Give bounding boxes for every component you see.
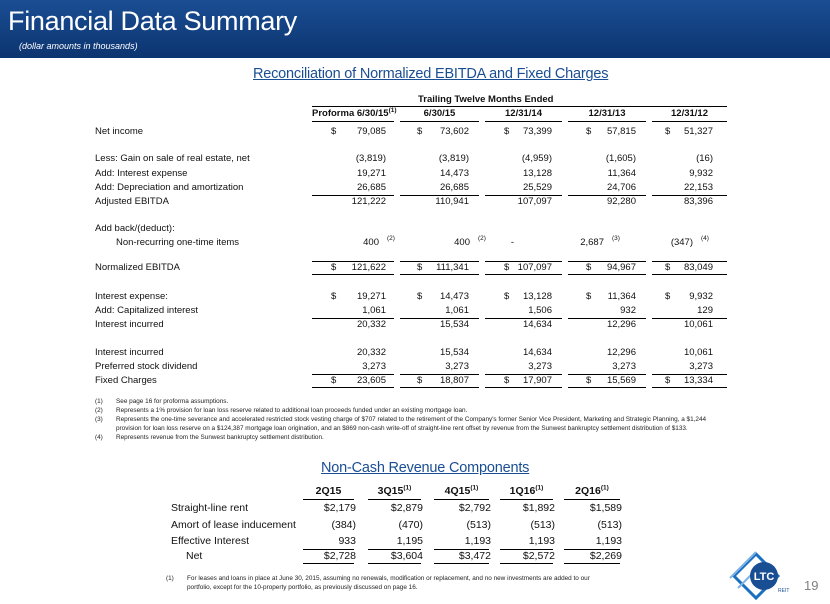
dollar-sign: $	[504, 375, 510, 386]
footnote-number: (4)	[95, 433, 103, 441]
value-cell: 22,153	[683, 182, 713, 193]
column-header-rule	[652, 121, 727, 122]
capitalized-interest-row-label: Add: Capitalized interest	[95, 305, 198, 316]
value-cell: 1,061	[362, 305, 386, 316]
value-cell: 10,061	[683, 319, 713, 330]
value-cell: (4,959)	[521, 153, 552, 164]
value-cell: 14,473	[439, 168, 469, 179]
value-cell: 79,085	[356, 126, 386, 137]
column-header	[652, 108, 727, 120]
noncash-value: (470)	[398, 519, 423, 531]
column-header	[400, 108, 479, 120]
fixed-charges-row-label: Fixed Charges	[95, 375, 157, 386]
dollar-sign: $	[331, 262, 337, 273]
page-subtitle: (dollar amounts in thousands)	[19, 41, 138, 51]
noncash-value: $2,179	[323, 502, 356, 514]
nonrecurring-value-text: 2,687	[580, 237, 604, 248]
ltc-logo	[728, 548, 788, 600]
noncash-column-header	[366, 485, 423, 498]
interest-incurred-2-row-label: Interest incurred	[95, 347, 164, 358]
value-cell: 3,273	[362, 361, 386, 372]
value-cell: 83,049	[683, 262, 713, 273]
footnote-text: provision for loan loss reserve on a $124,387 mortgage loan origination, and an $869 non-cash write-off of straight-line rent offset by revenue from the Sunwest bankruptcy settlement distribution of $133.	[116, 424, 688, 432]
dollar-sign: $	[586, 375, 592, 386]
dollar-sign: $	[586, 262, 592, 273]
dollar-sign: $	[586, 126, 592, 137]
noncash-header-rule	[368, 499, 421, 500]
value-cell: 13,334	[683, 375, 713, 386]
dollar-sign: $	[331, 375, 337, 386]
noncash-column-header	[562, 485, 622, 498]
value-cell: 18,807	[439, 375, 469, 386]
value-cell: 10,061	[683, 347, 713, 358]
nonrecurring-value-text: 400	[454, 237, 470, 248]
dollar-sign: $	[417, 262, 423, 273]
column-header-rule	[568, 121, 646, 122]
noncash-total-rule	[500, 563, 553, 564]
noncash-value: 1,193	[464, 535, 491, 547]
noncash-title: Non-Cash Revenue Components	[321, 460, 530, 476]
value-cell: 9,932	[689, 291, 713, 302]
noncash-header-rule	[564, 499, 620, 500]
dollar-sign: $	[331, 291, 337, 302]
value-cell: 3,273	[612, 361, 636, 372]
nonrecurring-value	[544, 237, 604, 249]
column-header	[485, 108, 562, 120]
value-cell: 14,634	[522, 347, 552, 358]
noncash-sum-rule	[564, 549, 620, 550]
nonrecurring-value	[633, 237, 693, 249]
value-cell: 14,634	[522, 319, 552, 330]
value-cell: 26,685	[439, 182, 469, 193]
column-header-rule	[400, 121, 479, 122]
value-cell: 20,332	[356, 347, 386, 358]
noncash-column-header	[432, 485, 491, 498]
value-cell: 12,296	[606, 319, 636, 330]
value-cell: 9,932	[689, 168, 713, 179]
value-cell: 107,097	[517, 262, 552, 273]
noncash-value: (513)	[597, 519, 622, 531]
value-cell: 111,341	[436, 262, 469, 273]
dollar-sign: $	[417, 126, 423, 137]
sum-rule	[652, 318, 727, 319]
noncash-value: $2,572	[522, 550, 555, 562]
noncash-row-label: Net	[186, 550, 203, 562]
total-rule	[652, 387, 727, 388]
sum-rule	[568, 318, 646, 319]
noncash-footnote-text: For leases and loans in place at June 30, 2015, assuming no renewals, modification or replacement, and no new investments are added to our	[187, 575, 590, 582]
nonrecurring-label: Non-recurring one-time items	[116, 237, 240, 248]
footnote-text: Represents a 1% provision for loan loss reserve related to additional loan proceeds funded under an existing mortgage loan.	[116, 407, 468, 414]
value-cell: 57,815	[606, 126, 636, 137]
nonrecurring-note: (3)	[612, 235, 620, 242]
noncash-column-header	[498, 485, 555, 498]
value-cell: 11,364	[607, 168, 636, 179]
noncash-column-label: 2Q15	[315, 485, 342, 497]
preferred-dividend-row-label: Preferred stock dividend	[95, 361, 198, 372]
total-rule	[485, 387, 562, 388]
net-income-row-label: Net income	[95, 126, 144, 137]
value-cell: 932	[620, 305, 636, 316]
sum-rule	[652, 261, 727, 262]
noncash-value: 1,195	[396, 535, 423, 547]
dollar-sign: $	[665, 375, 671, 386]
value-cell: (3,819)	[355, 153, 386, 164]
column-header-label: 12/31/12	[671, 108, 708, 119]
value-cell: 3,273	[528, 361, 552, 372]
noncash-column-header	[301, 485, 356, 498]
dollar-sign: $	[417, 375, 423, 386]
column-header-label: Proforma 6/30/15	[312, 108, 389, 119]
noncash-column-label: 3Q15	[377, 485, 404, 497]
group-header-rule	[312, 106, 727, 107]
sum-rule	[400, 261, 479, 262]
noncash-value: $3,472	[458, 550, 491, 562]
interest-expense-2-row-label: Interest expense:	[95, 291, 168, 302]
value-cell: 17,907	[522, 375, 552, 386]
value-cell: 19,271	[356, 168, 386, 179]
group-header: Trailing Twelve Months Ended	[418, 94, 554, 105]
value-cell: 23,605	[356, 375, 386, 386]
noncash-value: (513)	[466, 519, 491, 531]
noncash-sum-rule	[368, 549, 421, 550]
column-header	[568, 108, 646, 120]
noncash-column-label: 2Q16	[575, 485, 601, 497]
footnote-number: (2)	[95, 407, 103, 414]
value-cell: 83,396	[683, 196, 713, 207]
sum-rule	[485, 195, 562, 196]
value-cell: 15,534	[439, 347, 469, 358]
sum-rule	[485, 374, 562, 375]
sum-rule	[568, 374, 646, 375]
noncash-column-note: (1)	[600, 484, 609, 492]
interest-incurred-row-label: Interest incurred	[95, 319, 164, 330]
total-rule	[568, 387, 646, 388]
logo-text: LTC	[753, 571, 775, 583]
footnote-text: Represents revenue from the Sunwest bankruptcy settlement distribution.	[116, 433, 324, 441]
dollar-sign: $	[504, 262, 510, 273]
noncash-sum-rule	[434, 549, 489, 550]
total-rule	[568, 274, 646, 275]
nonrecurring-value-text: (347)	[670, 237, 693, 248]
total-rule	[312, 387, 394, 388]
noncash-sum-rule	[303, 549, 354, 550]
value-cell: 110,941	[435, 196, 469, 207]
logo-subtext: REIT	[778, 588, 790, 594]
nonrecurring-note: (2)	[478, 235, 486, 242]
value-cell: 24,706	[606, 182, 636, 193]
normalized-ebitda-row-label: Normalized EBITDA	[95, 262, 180, 273]
column-header-rule	[485, 121, 562, 122]
recon-title: Reconciliation of Normalized EBITDA and Fixed Charges	[253, 66, 609, 82]
value-cell: 121,222	[351, 196, 386, 207]
dollar-sign: $	[665, 126, 671, 137]
value-cell: 3,273	[445, 361, 469, 372]
noncash-header-rule	[500, 499, 553, 500]
value-cell: 26,685	[356, 182, 386, 193]
nonrecurring-value	[454, 237, 514, 249]
sum-rule	[652, 374, 727, 375]
noncash-column-note: (1)	[470, 484, 479, 492]
dollar-sign: $	[665, 291, 671, 302]
sum-rule	[312, 195, 394, 196]
noncash-total-rule	[564, 563, 620, 564]
dollar-sign: $	[504, 291, 510, 302]
value-cell: 20,332	[356, 319, 386, 330]
nonrecurring-value-text: -	[510, 237, 514, 248]
value-cell: 1,506	[528, 305, 552, 316]
dollar-sign: $	[586, 291, 592, 302]
noncash-row-label: Straight-line rent	[171, 502, 249, 514]
noncash-column-label: 4Q15	[444, 485, 471, 497]
gain-on-sale-row-label: Less: Gain on sale of real estate, net	[95, 153, 250, 164]
value-cell: 73,399	[522, 126, 552, 137]
dollar-sign: $	[331, 126, 337, 137]
value-cell: 15,569	[606, 375, 636, 386]
value-cell: 19,271	[356, 291, 386, 302]
nonrecurring-value-text: 400	[363, 237, 379, 248]
noncash-row-label: Effective Interest	[171, 535, 250, 547]
noncash-value: (384)	[331, 519, 356, 531]
total-rule	[400, 387, 479, 388]
value-cell: (16)	[696, 153, 713, 164]
noncash-value: $1,892	[522, 502, 555, 514]
column-header-label: 12/31/14	[505, 108, 542, 119]
column-header-rule	[312, 121, 394, 122]
noncash-total-rule	[368, 563, 421, 564]
noncash-header-rule	[303, 499, 354, 500]
noncash-value: 1,193	[528, 535, 555, 547]
footnote-number: (3)	[95, 416, 103, 423]
value-cell: (1,605)	[605, 153, 636, 164]
footnote-text: Represents the one-time severance and accelerated restricted stock vesting charge of $707 related to the retirement of the Company's former Senior Vice President, Marketing and Strategic Planning, a $1,244	[116, 416, 707, 423]
noncash-value: 933	[338, 535, 356, 547]
noncash-value: 1,193	[595, 535, 622, 547]
page-number: 19	[804, 578, 819, 593]
value-cell: 121,622	[351, 262, 386, 273]
noncash-value: $2,792	[458, 502, 491, 514]
footnote-text: See page 16 for proforma assumptions.	[116, 398, 229, 405]
value-cell: 107,097	[517, 196, 552, 207]
sum-rule	[652, 195, 727, 196]
add-back-label: Add back/(deduct):	[95, 223, 175, 234]
value-cell: 92,280	[606, 196, 636, 207]
sum-rule	[400, 318, 479, 319]
column-header-label: 12/31/13	[588, 108, 626, 119]
adjusted-ebitda-row-label: Adjusted EBITDA	[95, 196, 169, 207]
column-header	[312, 106, 397, 120]
sum-rule	[400, 195, 479, 196]
noncash-sum-rule	[500, 549, 553, 550]
value-cell: 94,967	[606, 262, 636, 273]
total-rule	[485, 274, 562, 275]
value-cell: 129	[697, 305, 713, 316]
nonrecurring-value	[319, 237, 379, 249]
value-cell: 12,296	[606, 347, 636, 358]
noncash-column-note: (1)	[403, 484, 412, 492]
nonrecurring-note: (4)	[701, 235, 709, 242]
value-cell: 73,602	[439, 126, 469, 137]
page-title: Financial Data Summary	[8, 6, 298, 36]
dollar-sign: $	[504, 126, 510, 137]
nonrecurring-note: (2)	[387, 235, 395, 242]
value-cell: 13,128	[522, 291, 552, 302]
noncash-column-note: (1)	[535, 484, 544, 492]
sum-rule	[312, 318, 394, 319]
dollar-sign: $	[665, 262, 671, 273]
noncash-footnote-text: portfolio, except for the 10-property portfolio, as previously discussed on page 16.	[187, 584, 418, 591]
dollar-sign: $	[417, 291, 423, 302]
value-cell: 11,364	[607, 291, 636, 302]
footnote-number: (1)	[95, 398, 103, 405]
sum-rule	[485, 318, 562, 319]
header-banner	[0, 0, 830, 58]
noncash-value: $1,589	[589, 502, 622, 514]
noncash-footnote-number: (1)	[166, 575, 174, 582]
total-rule	[652, 274, 727, 275]
column-header-note: (1)	[388, 106, 397, 114]
depreciation-row-label: Add: Depreciation and amortization	[95, 182, 244, 193]
noncash-value: $2,728	[323, 550, 356, 562]
sum-rule	[312, 261, 394, 262]
noncash-row-label: Amort of lease inducement	[171, 519, 296, 531]
interest-expense-row-label: Add: Interest expense	[95, 168, 188, 179]
noncash-column-label: 1Q16	[509, 485, 536, 497]
sum-rule	[568, 195, 646, 196]
noncash-total-rule	[434, 563, 489, 564]
value-cell: 14,473	[439, 291, 469, 302]
value-cell: 13,128	[522, 168, 552, 179]
value-cell: (3,819)	[438, 153, 469, 164]
noncash-value: $2,269	[589, 550, 622, 562]
sum-rule	[485, 261, 562, 262]
column-header-label: 6/30/15	[423, 108, 456, 119]
noncash-value: (513)	[530, 519, 555, 531]
value-cell: 51,327	[683, 126, 713, 137]
sum-rule	[568, 261, 646, 262]
noncash-value: $3,604	[390, 550, 423, 562]
value-cell: 15,534	[439, 319, 469, 330]
value-cell: 1,061	[445, 305, 469, 316]
value-cell: 3,273	[689, 361, 713, 372]
sum-rule	[312, 374, 394, 375]
value-cell: 25,529	[522, 182, 552, 193]
noncash-header-rule	[434, 499, 489, 500]
sum-rule	[400, 374, 479, 375]
noncash-value: $2,879	[390, 502, 423, 514]
noncash-total-rule	[303, 563, 354, 564]
total-rule	[312, 274, 394, 275]
total-rule	[400, 274, 479, 275]
